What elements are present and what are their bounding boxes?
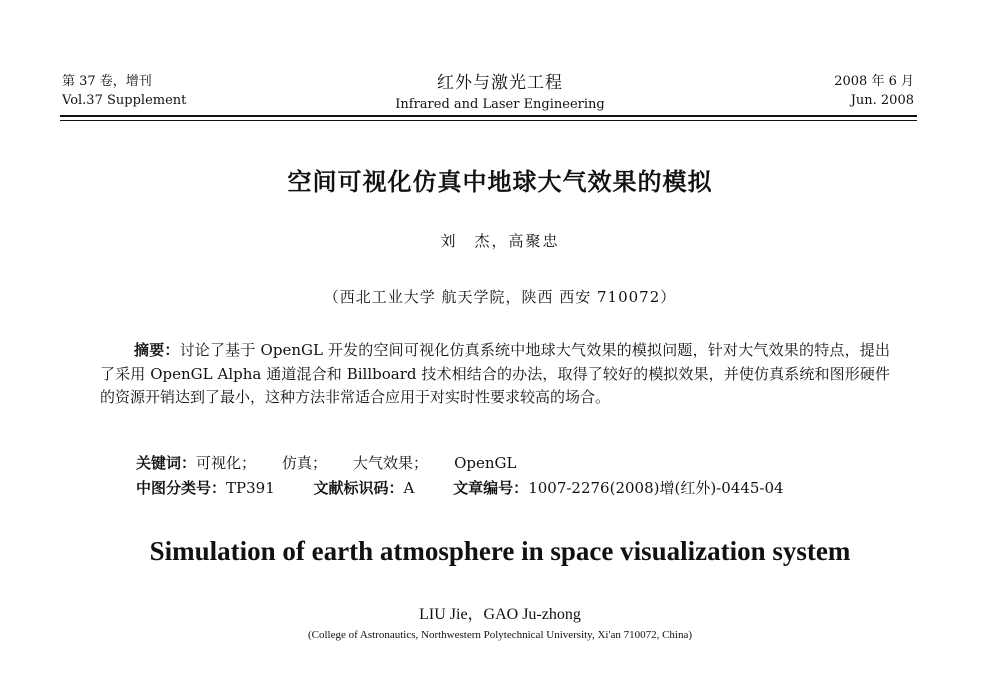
document-code bbox=[314, 479, 415, 497]
keyword: 大气效果； bbox=[353, 454, 429, 472]
keywords-label: 关键词： bbox=[136, 454, 197, 472]
paper-title-cn: 空间可视化仿真中地球大气效果的模拟 bbox=[287, 168, 713, 196]
date-en: Jun. 2008 bbox=[850, 93, 914, 108]
clc-label: 中图分类号： bbox=[136, 479, 227, 497]
clc-value: TP391 bbox=[226, 479, 275, 497]
clc-number bbox=[136, 479, 275, 497]
abstract bbox=[100, 339, 890, 410]
authors-en: LIU Jie，GAO Ju-zhong bbox=[419, 606, 581, 623]
article-label: 文章编号： bbox=[453, 479, 529, 497]
header-rule-thick bbox=[60, 115, 917, 117]
abstract-label: 摘要： bbox=[134, 341, 180, 359]
keyword: 仿真； bbox=[282, 454, 328, 472]
doc-code-value: A bbox=[403, 479, 415, 497]
affiliation-cn: （西北工业大学 航天学院，陕西 西安 710072） bbox=[323, 288, 677, 306]
keywords bbox=[136, 452, 516, 475]
header-rule-thin bbox=[60, 120, 917, 121]
article-value: 1007-2276(2008)增(红外)-0445-04 bbox=[528, 479, 784, 497]
keyword: OpenGL bbox=[454, 454, 517, 472]
doc-code-label: 文献标识码： bbox=[313, 479, 404, 497]
paper-title-en: Simulation of earth atmosphere in space visualization system bbox=[149, 536, 851, 566]
volume-en: Vol.37 Supplement bbox=[62, 93, 187, 108]
abstract-text: 讨论了基于 OpenGL 开发的空间可视化仿真系统中地球大气效果的模拟问题，针对大气效果的特点，提出了采用 OpenGL Alpha 通道混合和 Billboard 技术相结合的办法，取得了较好的模拟效果，并使仿真系统和图形硬件的资源开销达到了最小，这种方法非常适合应用于对实时性要求较高的场合。 bbox=[100, 341, 890, 406]
article-number bbox=[453, 479, 783, 497]
affiliation-en: (College of Astronautics, Northwestern Polytechnical University, Xi'an 710072, China) bbox=[307, 629, 693, 641]
journal-title-en: Infrared and Laser Engineering bbox=[395, 97, 605, 112]
volume-cn: 第 37 卷，增刊 bbox=[62, 74, 152, 89]
header-right bbox=[834, 72, 914, 110]
date-cn: 2008 年 6 月 bbox=[834, 74, 914, 89]
classification-line bbox=[136, 477, 784, 500]
authors-cn: 刘 杰，高聚忠 bbox=[440, 232, 560, 250]
keyword: 可视化； bbox=[196, 454, 257, 472]
journal-title-cn: 红外与激光工程 bbox=[437, 73, 563, 93]
